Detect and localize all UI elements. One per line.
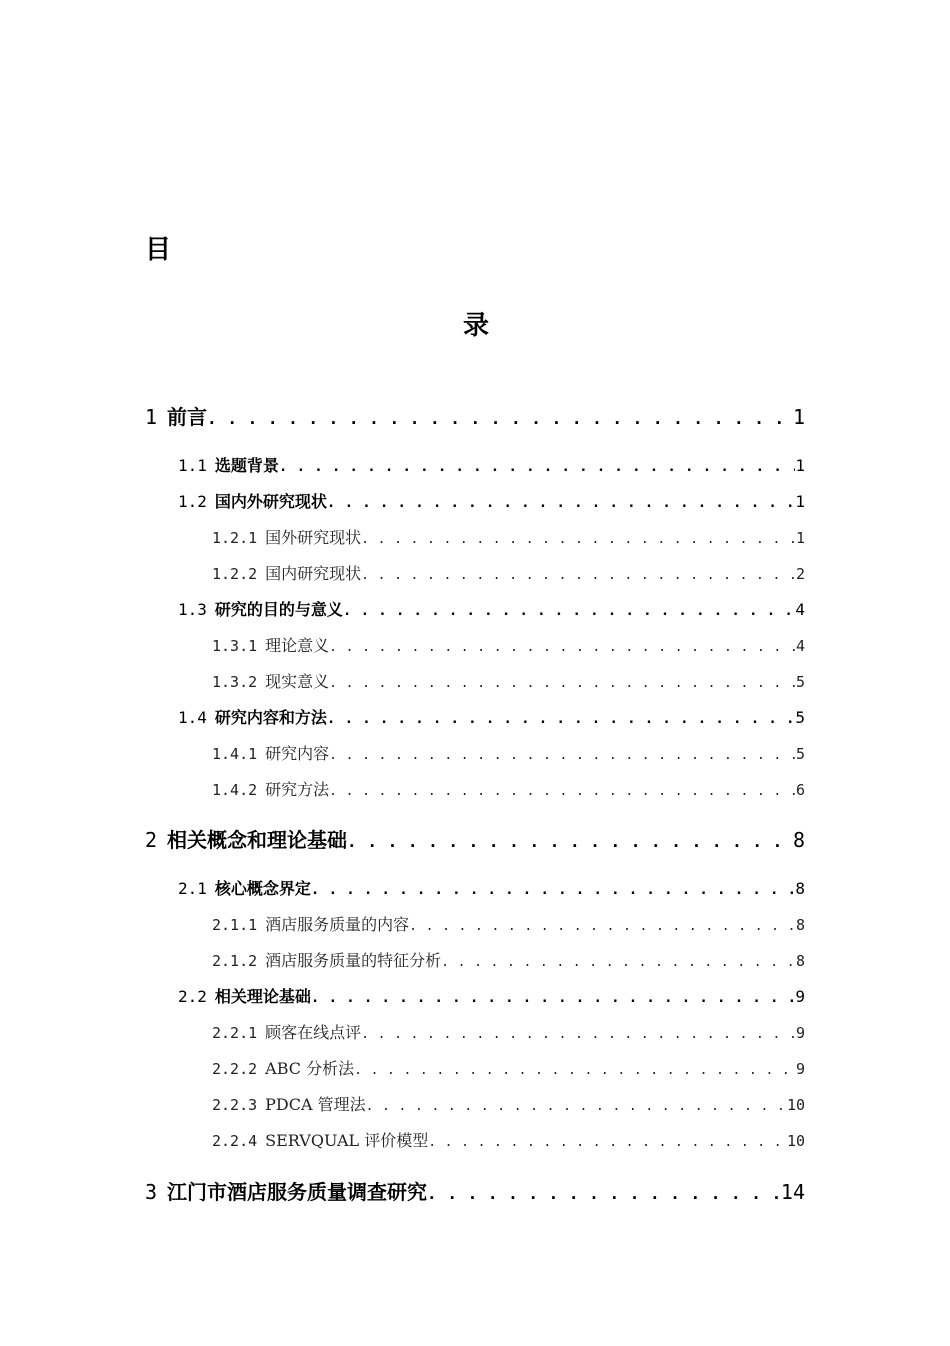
toc-entry-title: 研究的目的与意义 (214, 600, 343, 619)
toc-entry-title: 研究内容 (265, 744, 330, 763)
toc-entry[interactable] (178, 453, 805, 475)
toc-leader-dots (409, 919, 796, 934)
toc-entry-page: 6 (795, 781, 805, 799)
toc-entry-number: 2.1 (178, 879, 207, 898)
toc-entry-page: 5 (795, 708, 805, 727)
toc-leader-dots (366, 1099, 787, 1114)
toc-leader-dots (361, 568, 796, 583)
toc-entry[interactable] (212, 1128, 805, 1150)
toc-leader-dots (311, 882, 795, 898)
toc-entry-page: 10 (786, 1132, 805, 1150)
toc-entry[interactable] (212, 561, 805, 583)
toc-entry-number: 2.2.4 (212, 1132, 258, 1150)
toc-entry-number: 1.2.2 (212, 565, 258, 583)
toc-entry-page: 1 (795, 529, 805, 547)
toc-leader-dots (311, 990, 795, 1006)
toc-leader-dots (427, 1184, 781, 1202)
toc-entry-number: 1.2.1 (212, 529, 258, 547)
toc-entry-page: 10 (786, 1096, 805, 1114)
toc-entry-number: 1.4.1 (212, 745, 258, 763)
toc-entry-page: 5 (795, 673, 805, 691)
toc-entry-number: 2.1.2 (212, 952, 258, 970)
toc-leader-dots (441, 955, 796, 970)
toc-entry-title: 相关理论基础 (214, 987, 311, 1006)
toc-entry-number: 1.1 (178, 456, 207, 475)
toc-entry-page: 8 (792, 828, 805, 850)
toc-entry-title: 理论意义 (265, 636, 330, 655)
toc-entry-title: 国外研究现状 (265, 528, 362, 547)
toc-title-part-1: 目 (145, 235, 172, 265)
toc-entry-title: 研究内容和方法 (214, 708, 327, 727)
toc-entry-number: 2.2.3 (212, 1096, 258, 1114)
toc-entry-number: 1.4.2 (212, 781, 258, 799)
toc-leader-dots (347, 832, 793, 850)
toc-entry-title: 选题背景 (214, 456, 279, 475)
toc-leader-dots (354, 1063, 796, 1078)
toc-entry[interactable] (212, 1092, 805, 1114)
toc-entry-number: 2.2.1 (212, 1024, 258, 1042)
toc-entry[interactable] (178, 597, 805, 619)
toc-entry[interactable] (145, 401, 805, 427)
toc-entry[interactable] (212, 741, 805, 763)
toc-entry-title: 酒店服务质量的特征分析 (265, 951, 442, 970)
toc-leader-dots (207, 409, 793, 427)
toc-title-part-2: 录 (463, 311, 490, 341)
toc-entry[interactable] (178, 489, 805, 511)
toc-entry-page: 8 (795, 952, 805, 970)
toc-entry-number: 3 (145, 1180, 158, 1202)
toc-entry-number: 2.2.2 (212, 1060, 258, 1078)
toc-entry-number: 2.1.1 (212, 916, 258, 934)
toc-entry-page: 9 (795, 1060, 805, 1078)
toc-entry-page: 8 (795, 916, 805, 934)
toc-entry[interactable] (212, 525, 805, 547)
toc-entry-title: PDCA 管理法 (265, 1095, 366, 1114)
toc-entry-number: 2.2 (178, 987, 207, 1006)
toc-entry-page: 9 (795, 1024, 805, 1042)
toc-entry-title: 国内研究现状 (265, 564, 362, 583)
toc-entry-page: 1 (795, 492, 805, 511)
toc-entry[interactable] (145, 1176, 805, 1202)
toc-entry-page: 4 (795, 637, 805, 655)
toc-entry[interactable] (212, 912, 805, 934)
toc-entry-title: ABC 分析法 (265, 1059, 355, 1078)
toc-entry[interactable] (212, 948, 805, 970)
toc-entry-page: 8 (795, 879, 805, 898)
toc-entry-title: 国内外研究现状 (214, 492, 327, 511)
toc-entry-page: 4 (795, 600, 805, 619)
toc-leader-dots (329, 748, 796, 763)
toc-entry-page: 14 (780, 1180, 805, 1202)
toc-entry[interactable] (212, 1056, 805, 1078)
toc-entry-page: 1 (795, 456, 805, 475)
toc-entry-number: 1 (145, 405, 158, 427)
toc-entry-title: 现实意义 (265, 672, 330, 691)
toc-entry-title: 研究方法 (265, 780, 330, 799)
toc-entry-number: 1.2 (178, 492, 207, 511)
toc-entry-number: 2 (145, 828, 158, 850)
toc-entry-number: 1.3.2 (212, 673, 258, 691)
toc-entry[interactable] (212, 777, 805, 799)
toc-leader-dots (343, 603, 795, 619)
toc-leader-dots (428, 1135, 787, 1150)
toc-entry-number: 1.3.1 (212, 637, 258, 655)
toc-entry-title: 酒店服务质量的内容 (265, 915, 410, 934)
toc-leader-dots (329, 784, 796, 799)
toc-entry-page: 9 (795, 987, 805, 1006)
toc-entry[interactable] (178, 984, 805, 1006)
toc-entry-title: 前言 (167, 405, 208, 427)
toc-leader-dots (327, 711, 795, 727)
toc-entry[interactable] (212, 633, 805, 655)
toc-leader-dots (361, 1027, 796, 1042)
toc-entry-title: 江门市酒店服务质量调查研究 (167, 1180, 428, 1202)
toc-leader-dots (329, 640, 796, 655)
toc-entry[interactable] (212, 669, 805, 691)
toc-entry-number: 1.4 (178, 708, 207, 727)
toc-entry-title: SERVQUAL 评价模型 (265, 1131, 429, 1150)
toc-leader-dots (279, 459, 795, 475)
toc-entry-page: 1 (792, 405, 805, 427)
toc-entry-page: 2 (795, 565, 805, 583)
toc-leader-dots (327, 495, 795, 511)
toc-entry[interactable] (212, 1020, 805, 1042)
toc-entry[interactable] (145, 824, 805, 850)
toc-entry-title: 相关概念和理论基础 (167, 828, 348, 850)
toc-entry-page: 5 (795, 745, 805, 763)
toc-entry-title: 核心概念界定 (214, 879, 311, 898)
toc-entry-number: 1.3 (178, 600, 207, 619)
toc-entry[interactable] (178, 705, 805, 727)
toc-entry[interactable] (178, 876, 805, 898)
toc-entry-title: 顾客在线点评 (265, 1023, 362, 1042)
toc-leader-dots (329, 676, 796, 691)
toc-leader-dots (361, 532, 796, 547)
